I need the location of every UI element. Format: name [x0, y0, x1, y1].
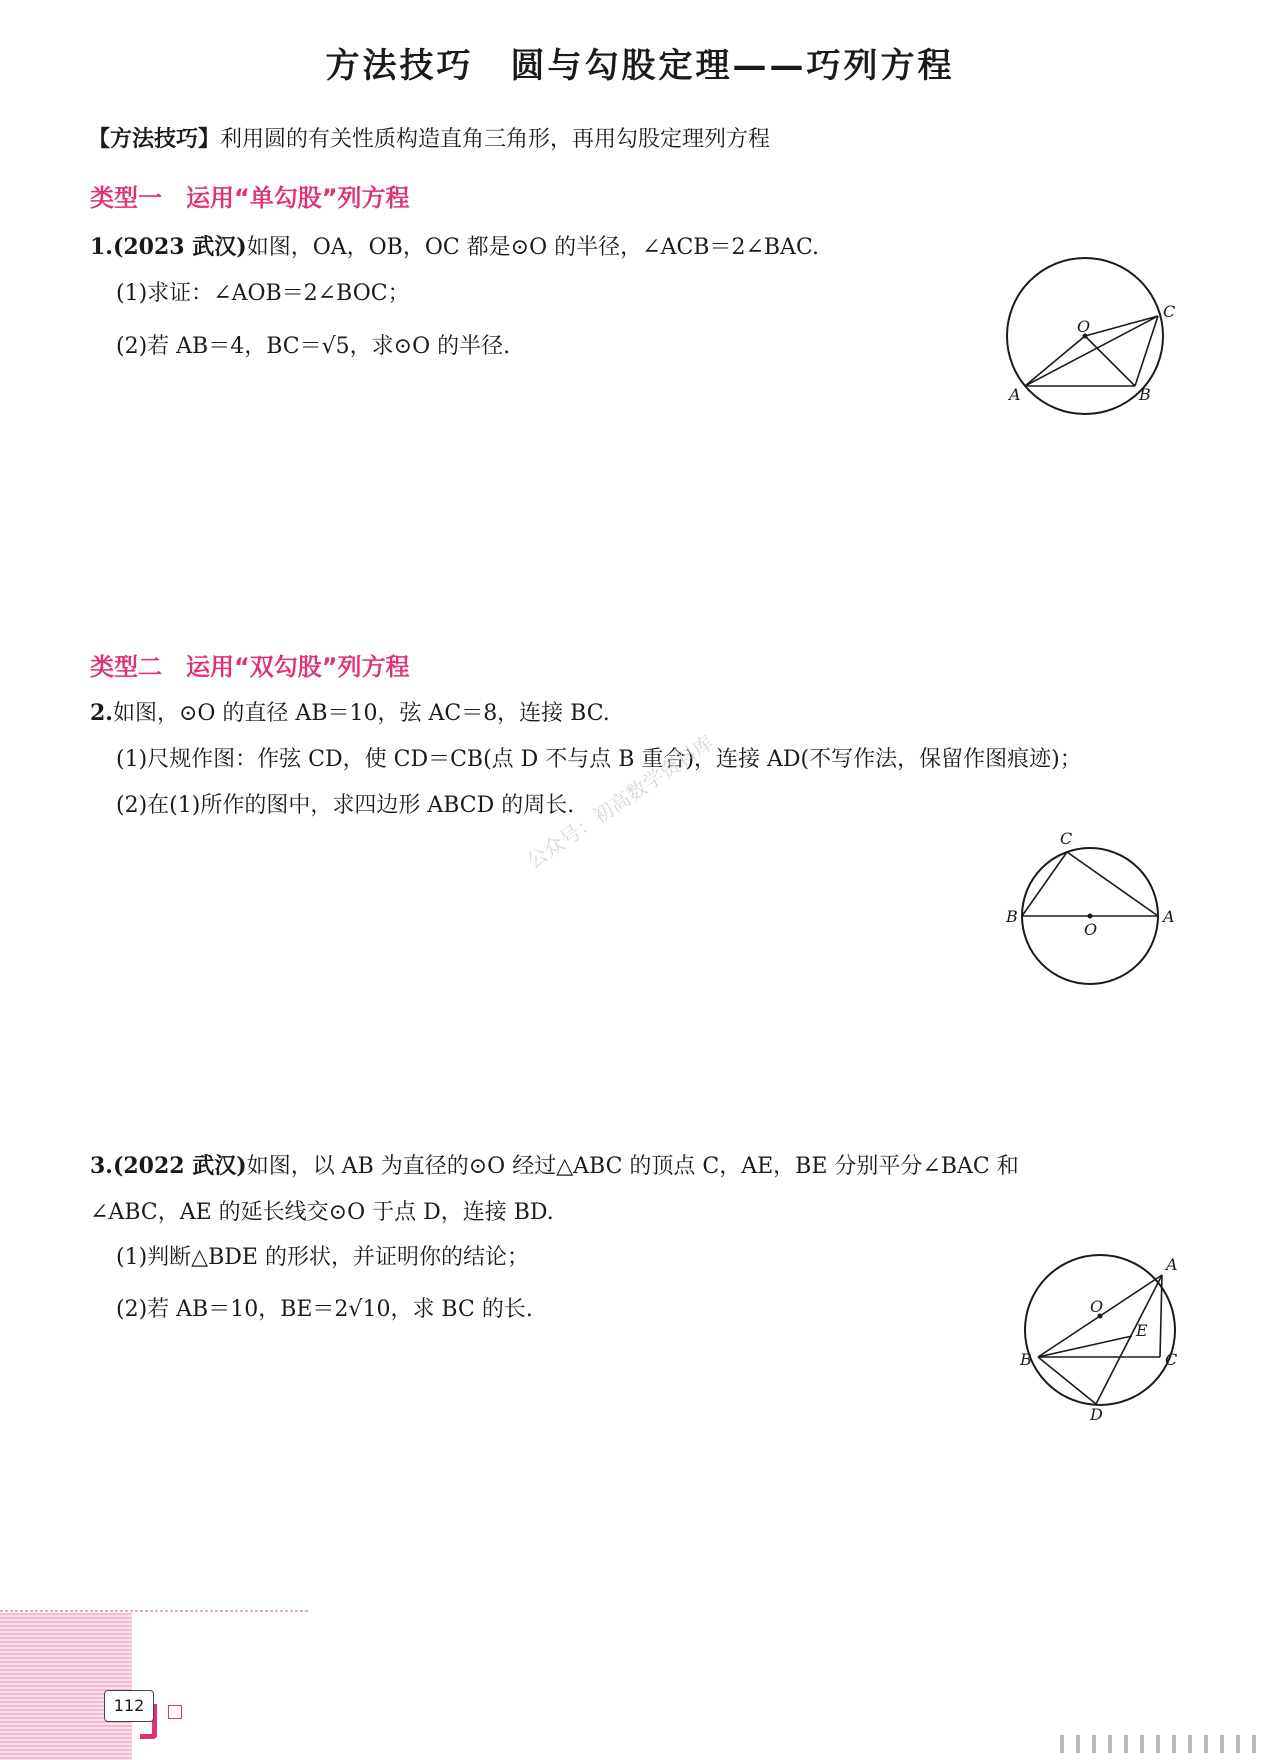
chord-ac	[1067, 852, 1158, 916]
label-o: O	[1090, 1297, 1104, 1316]
problem-1-stem	[90, 230, 819, 261]
radius-oa	[1025, 336, 1085, 386]
label-c: C	[1163, 302, 1176, 321]
problem-3-part-2: (2)若 AB＝10，BE＝2√10，求 BC 的长.	[116, 1297, 533, 1322]
label-o: O	[1077, 317, 1091, 336]
section-heading-2: 类型二 运用“双勾股”列方程	[90, 653, 410, 681]
problem-3-number: 3.	[90, 1153, 113, 1179]
problem-2-stem-text: 如图，⊙O 的直径 AB＝10，弦 AC＝8，连接 BC.	[112, 701, 610, 726]
label-b: B	[1139, 385, 1151, 404]
problem-1-stem-text: 如图，OA，OB，OC 都是⊙O 的半径，∠ACB＝2∠BAC.	[246, 235, 819, 260]
label-a: A	[1163, 907, 1175, 926]
segment-bc	[1022, 852, 1067, 916]
problem-3-stem	[90, 1149, 1019, 1180]
label-c: C	[1060, 829, 1073, 848]
problem-1-part-1: (1)求证：∠AOB＝2∠BOC；	[116, 281, 410, 306]
problem-1-part-2: (2)若 AB＝4，BC＝√5，求⊙O 的半径.	[116, 334, 511, 359]
watermark: 公众号：初高数学资料库	[522, 730, 719, 874]
label-c: C	[1165, 1350, 1178, 1369]
label-b: B	[1006, 907, 1018, 926]
radius-oc	[1085, 316, 1158, 336]
problem-2-part-1: (1)尺规作图：作弦 CD，使 CD＝CB(点 D 不与点 B 重合)，连接 AD(不写作法，保留作图痕迹)；	[116, 747, 1082, 772]
problem-3-part-1: (1)判断△BDE 的形状，并证明你的结论；	[116, 1245, 529, 1270]
label-b: B	[1020, 1350, 1032, 1369]
segment-ac	[1160, 1275, 1162, 1357]
problem-2-stem	[90, 696, 610, 727]
label-e: E	[1136, 1321, 1148, 1340]
page-number: 112	[104, 1690, 154, 1722]
problem-2-figure	[1000, 828, 1190, 998]
label-d: D	[1090, 1405, 1103, 1420]
problem-1-source: (2023 武汉)	[112, 234, 247, 260]
page-title: 方法技巧 圆与勾股定理——巧列方程	[325, 46, 955, 86]
problem-2-part-2: (2)在(1)所作的图中，求四边形 ABCD 的周长.	[116, 793, 575, 818]
segment-be	[1038, 1336, 1132, 1357]
page-square-icon	[168, 1705, 182, 1719]
circle-o	[1025, 1255, 1178, 1405]
method-tip	[88, 122, 770, 153]
radius-ob	[1085, 336, 1135, 386]
footer-band	[0, 1613, 132, 1760]
problem-2-number: 2.	[90, 700, 113, 726]
problem-3-stem-line-2: ∠ABC，AE 的延长线交⊙O 于点 D，连接 BD.	[90, 1200, 554, 1225]
label-o: O	[1084, 920, 1098, 939]
label-a: A	[1166, 1255, 1178, 1274]
method-tip-text: 利用圆的有关性质构造直角三角形，再用勾股定理列方程	[220, 127, 771, 152]
center-dot	[1088, 914, 1093, 919]
footer-divider	[0, 1610, 310, 1612]
problem-3-figure	[1010, 1240, 1200, 1420]
problem-3-stem-text: 如图，以 AB 为直径的⊙O 经过△ABC 的顶点 C，AE，BE 分别平分∠BAC 和	[246, 1154, 1019, 1179]
problem-3-source: (2022 武汉)	[112, 1153, 247, 1179]
label-a: A	[1009, 385, 1021, 404]
method-tip-label: 【方法技巧】	[88, 127, 221, 152]
problem-1-number: 1.	[90, 234, 113, 260]
scan-edge-marks	[1060, 1735, 1260, 1753]
problem-1-figure	[995, 250, 1195, 420]
section-heading-1: 类型一 运用“单勾股”列方程	[90, 184, 410, 212]
